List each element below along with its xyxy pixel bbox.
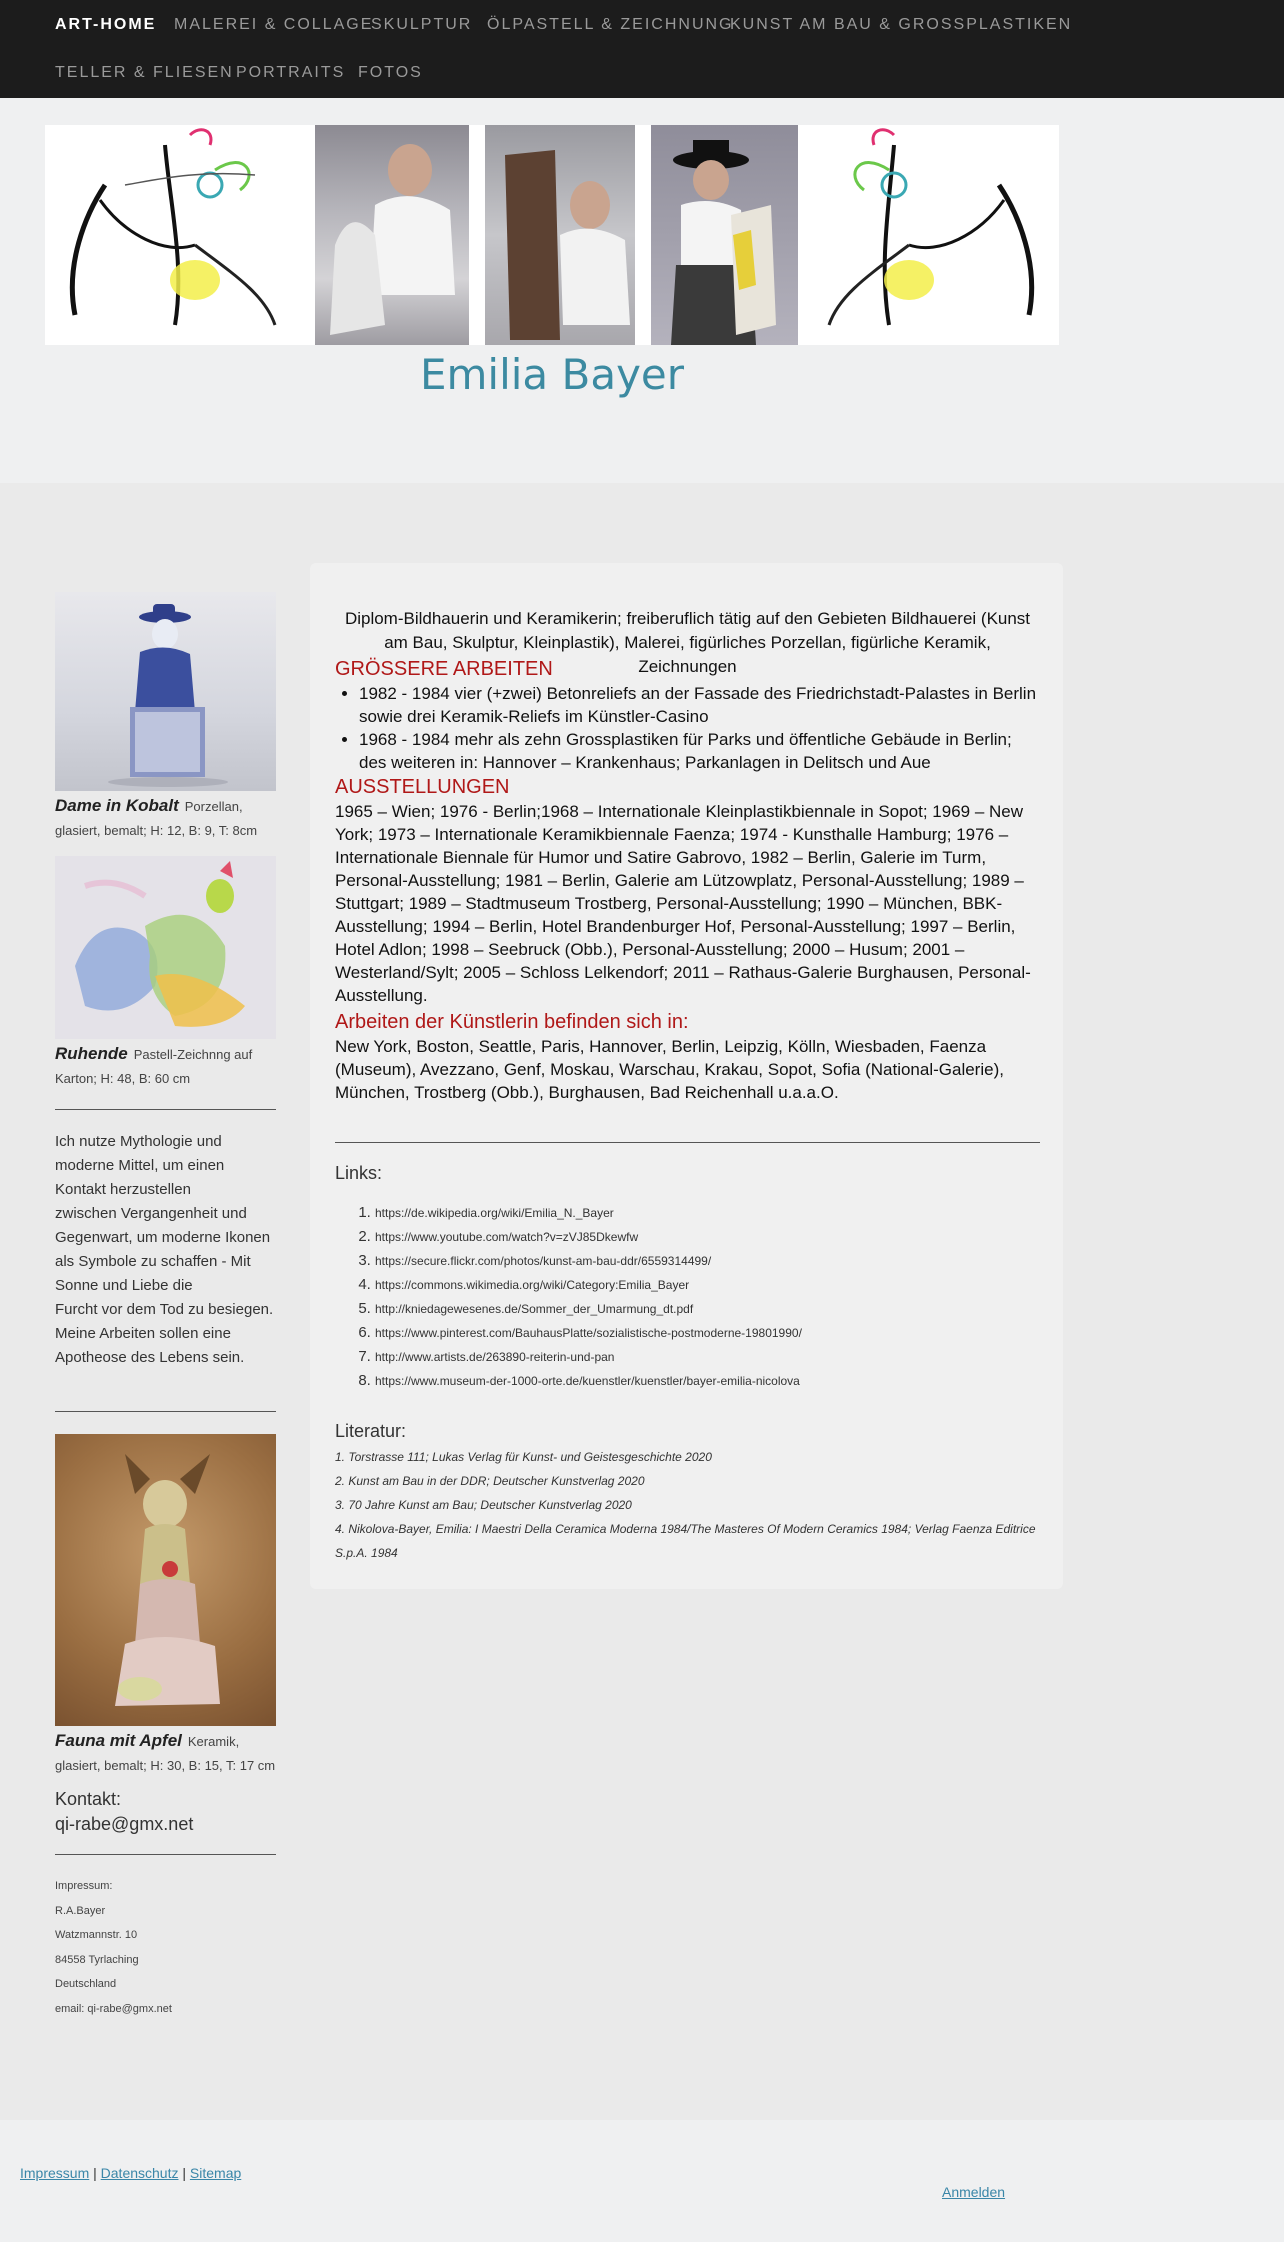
link-item	[375, 1273, 802, 1297]
literature-item: 2. Kunst am Bau in der DDR; Deutscher Kunstverlag 2020	[335, 1474, 645, 1488]
nav-item-portraits[interactable]: PORTRAITS	[236, 64, 346, 81]
artwork-details: Pastell-Zeichnng auf Karton; H: 48, B: 60 cm	[55, 1047, 253, 1086]
literature-list	[335, 1445, 1040, 1565]
artwork-details: Porzellan, glasiert, bemalt; H: 12, B: 9, T: 8cm	[55, 799, 258, 838]
statement-line: Furcht vor dem Tod zu besiegen.	[55, 1301, 274, 1318]
works-list-item: • 1968 - 1984 mehr als zehn Grossplastiken für Parks und öffentliche Gebäude in Berlin; des weiteren in: Hannover – Krankenhaus; Parkanlagen in Delitsch und Aue	[359, 728, 1040, 774]
nav-item-fotos[interactable]: FOTOS	[358, 64, 423, 81]
link-url[interactable]: https://www.pinterest.com/BauhausPlatte/sozialistische-postmoderne-19801990/	[375, 1326, 802, 1341]
link-url[interactable]: https://secure.flickr.com/photos/kunst-am-bau-ddr/6559314499/	[375, 1254, 712, 1269]
header-banner	[45, 125, 1059, 345]
links-heading: Links:	[335, 1163, 383, 1183]
impressum-line: 84558 Tyrlaching	[55, 1953, 139, 1966]
artwork-title: Ruhende	[55, 1044, 128, 1063]
nav-item-kunst-am-bau[interactable]: KUNST AM BAU & GROSSPLASTIKEN	[730, 16, 1073, 33]
footer-separator: |	[93, 2165, 97, 2181]
link-item	[375, 1369, 802, 1393]
impressum-line: Deutschland	[55, 1978, 117, 1990]
content-divider	[335, 1142, 1040, 1143]
literature-item: 4. Nikolova-Bayer, Emilia: I Maestri Della Ceramica Moderna 1984/The Masteres Of Modern Ceramics 1984; Verlag Faenza Editrice S.p.A. 1984	[335, 1522, 1036, 1560]
banner-photo-artist-hat	[651, 125, 798, 345]
link-item	[375, 1321, 802, 1345]
artwork-caption-fauna-mit-apfel	[55, 1729, 276, 1778]
nav-item-art-home[interactable]: ART-HOME	[55, 16, 157, 33]
sidebar-divider	[55, 1411, 276, 1412]
banner-drawing-left	[45, 125, 315, 345]
biography-block	[335, 656, 1040, 1104]
link-item	[375, 1249, 802, 1273]
nav-item-skulptur[interactable]: SKULPTUR	[371, 16, 473, 33]
impressum-line: email: qi-rabe@gmx.net	[55, 2002, 172, 2015]
banner-drawing-right	[799, 125, 1059, 345]
sidebar-divider	[55, 1854, 276, 1855]
artwork-image-fauna-mit-apfel[interactable]	[55, 1434, 276, 1726]
link-url[interactable]: http://www.artists.de/263890-reiterin-und-pan	[375, 1350, 615, 1365]
heading-ausstellungen: AUSSTELLUNGEN	[335, 776, 510, 798]
literature-item: 3. 70 Jahre Kunst am Bau; Deutscher Kunstverlag 2020	[335, 1498, 632, 1512]
link-url[interactable]: https://commons.wikimedia.org/wiki/Category:Emilia_Bayer	[375, 1278, 690, 1293]
sidebar-divider	[55, 1109, 276, 1110]
artist-statement	[55, 1130, 276, 1370]
artwork-caption-dame-in-kobalt	[55, 794, 276, 843]
footer-links	[20, 2165, 241, 2181]
link-item	[375, 1297, 802, 1321]
link-url[interactable]: https://de.wikipedia.org/wiki/Emilia_N._Bayer	[375, 1206, 614, 1221]
impressum-line: Watzmannstr. 10	[55, 1929, 138, 1941]
statement-line: Ich nutze Mythologie und moderne Mittel, um einen Kontakt herzustellen	[55, 1133, 225, 1198]
nav-item-oelpastell-zeichnung[interactable]: ÖLPASTELL & ZEICHNUNG	[487, 16, 734, 33]
artwork-title: Dame in Kobalt	[55, 796, 179, 815]
banner-photo-artist-sculpture-1	[315, 125, 469, 345]
banner-photo-artist-sculpture-2	[485, 125, 635, 345]
works-list-item: • 1982 - 1984 vier (+zwei) Betonreliefs an der Fassade des Friedrichstadt-Palastes in Berlin sowie drei Keramik-Reliefs im Künstler-Casino	[359, 682, 1040, 728]
site-footer	[0, 2120, 1284, 2242]
locations-text: New York, Boston, Seattle, Paris, Hannover, Berlin, Leipzig, Kölln, Wiesbaden, Faenza (Museum), Avezzano, Genf, Moskau, Warschau, Krakau, Sopot, Sofia (National-Galerie), München, Trostberg (Obb.), Burghausen, Bad Reichenhall u.a.a.O.	[335, 1037, 1004, 1102]
main-content-card	[310, 563, 1063, 1589]
artwork-image-dame-in-kobalt[interactable]	[55, 592, 276, 791]
contact-block	[55, 1787, 276, 1837]
link-item	[375, 1201, 802, 1225]
contact-label: Kontakt:	[55, 1789, 122, 1809]
site-title[interactable]: Emilia Bayer	[419, 350, 685, 399]
impressum-block	[55, 1874, 276, 2021]
nav-item-teller-fliesen[interactable]: TELLER & FLIESEN	[55, 64, 234, 81]
heading-groessere-arbeiten: GRÖSSERE ARBEITEN	[335, 658, 553, 680]
footer-link-datenschutz[interactable]: Datenschutz	[100, 2165, 179, 2181]
artwork-image-ruhende[interactable]	[55, 856, 276, 1039]
site-header	[0, 98, 1284, 483]
heading-locations: Arbeiten der Künstlerin befinden sich in:	[335, 1011, 689, 1033]
impressum-line: R.A.Bayer	[55, 1904, 106, 1917]
link-url[interactable]: https://www.museum-der-1000-orte.de/kuenstler/kuenstler/bayer-emilia-nicolova	[375, 1374, 800, 1389]
works-list	[335, 682, 1040, 774]
artwork-title: Fauna mit Apfel	[55, 1731, 182, 1750]
statement-line: Meine Arbeiten sollen eine Apotheose des Lebens sein.	[55, 1325, 245, 1366]
link-url[interactable]: https://www.youtube.com/watch?v=zVJ85Dkewfw	[375, 1230, 639, 1245]
link-item	[375, 1225, 802, 1249]
login-link[interactable]: Anmelden	[942, 2184, 1006, 2200]
literature-item: 1. Torstrasse 111; Lukas Verlag für Kunst- und Geistesgeschichte 2020	[335, 1450, 712, 1464]
footer-link-sitemap[interactable]: Sitemap	[189, 2165, 242, 2181]
links-list	[335, 1201, 802, 1393]
artwork-caption-ruhende	[55, 1042, 276, 1091]
nav-item-malerei-collage[interactable]: MALEREI & COLLAGE	[174, 16, 374, 33]
contact-email[interactable]: qi-rabe@gmx.net	[55, 1814, 194, 1834]
artwork-details: Keramik, glasiert, bemalt; H: 30, B: 15, T: 17 cm	[55, 1734, 276, 1773]
link-url[interactable]: http://kniedagewesenes.de/Sommer_der_Umarmung_dt.pdf	[375, 1302, 694, 1317]
link-item	[375, 1345, 802, 1369]
literature-heading: Literatur:	[335, 1421, 407, 1441]
footer-separator: |	[182, 2165, 187, 2181]
exhibitions-text: 1965 – Wien; 1976 - Berlin;1968 – Internationale Kleinplastikbiennale in Sopot; 1969 – New York; 1973 – Internationale Keramikbiennale Faenza; 1974 - Kunsthalle Hamburg; 1976 – Internationale Biennale für Humor und Satire Gabrovo, 1982 – Berlin, Galerie im Turm, Personal-Ausstellung; 1981 – Berlin, Galerie am Lützowplatz, Personal-Ausstellung; 1989 – Stuttgart; 1989 – Stadtmuseum Trostberg, Personal-Ausstellung; 1990 – München, BBK-Ausstellung; 1994 – Berlin, Hotel Brandenburger Hof, Personal-Ausstellung; 1997 – Berlin, Hotel Adlon; 1998 – Seebruck (Obb.), Personal-Ausstellung; 2000 – Husum; 2001 – Westerland/Sylt; 2005 – Schloss Lelkendorf; 2011 – Rathaus-Galerie Burghausen, Personal-Ausstellung.	[335, 802, 1031, 1005]
impressum-line: Impressum:	[55, 1880, 113, 1892]
footer-link-impressum[interactable]: Impressum	[20, 2165, 90, 2181]
statement-line: zwischen Vergangenheit und Gegenwart, um moderne Ikonen als Symbole zu schaffen - Mit Sonne und Liebe die	[55, 1205, 271, 1294]
top-navigation	[0, 0, 1284, 98]
intro-text: Diplom-Bildhauerin und Keramikerin; freiberuflich tätig auf den Gebieten Bildhauerei (Kunst am Bau, Skulptur, Kleinplastik), Malerei, figürliches Porzellan, figürliche Keramik, Zeichnungen	[344, 609, 1031, 676]
